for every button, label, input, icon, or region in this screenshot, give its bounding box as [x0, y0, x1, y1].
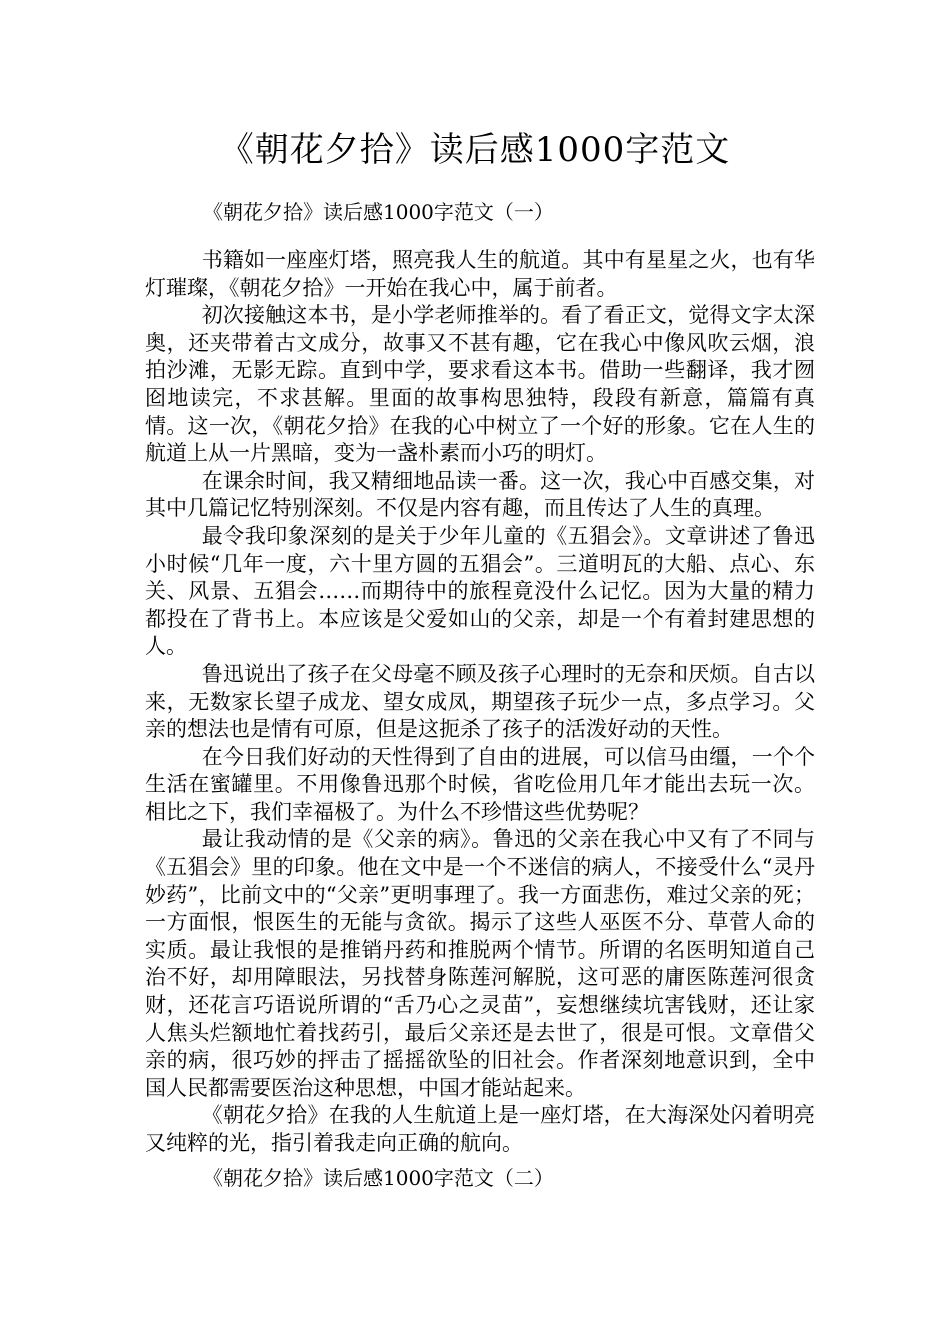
paragraph: 在今日我们好动的天性得到了自由的进展，可以信马由缰，一个个生活在蜜罐里。不用像鲁迅那个时候，省吃俭用几年才能出去玩一次。相比之下，我们幸福极了。为什么不珍惜这些优势呢？	[145, 744, 815, 824]
paragraph: 鲁迅说出了孩子在父母毫不顾及孩子心理时的无奈和厌烦。自古以来，无数家长望子成龙、望女成凤，期望孩子玩少一点，多点学习。父亲的想法也是情有可原，但是这扼杀了孩子的活泼好动的天性。	[145, 661, 815, 742]
paragraph: 最令我印象深刻的是关于少年儿童的《五猖会》。文章讲述了鲁迅小时候“几年一度，六十里方圆的五猖会”。三道明瓦的大船、点心、东关、风景、五猖会……而期待中的旅程竟没什么记忆。因为大量的精力都投在了背书上。本应该是父爱如山的父亲，却是一个有着封建思想的人。	[145, 523, 815, 659]
paragraph: 在课余时间，我又精细地品读一番。这一次，我心中百感交集，对其中几篇记忆特别深刻。不仅是内容有趣，而且传达了人生的真理。	[145, 468, 815, 521]
essay-body	[145, 247, 815, 1158]
paragraph: 书籍如一座座灯塔，照亮我人生的航道。其中有星星之火，也有华灯璀璨，《朝花夕拾》一开始在我心中，属于前者。	[145, 248, 815, 300]
document-title: 《朝花夕拾》读后感1000字范文	[219, 130, 731, 170]
section-heading-2: 《朝花夕拾》读后感1000字范文（二）	[203, 1166, 554, 1190]
section-heading-1: 《朝花夕拾》读后感1000字范文（一）	[203, 200, 554, 224]
paragraph: 最让我动情的是《父亲的病》。鲁迅的父亲在我心中又有了不同与《五猖会》里的印象。他在文中是一个不迷信的病人，不接受什么“灵丹妙药”，比前文中的“父亲”更明事理了。我一方面悲伤，难过父亲的死；一方面恨，恨医生的无能与贪欲。揭示了这些人巫医不分、草菅人命的实质。最让我恨的是推销丹药和推脱两个情节。所谓的名医明知道自己治不好，却用障眼法，另找替身陈莲河解脱，这可恶的庸医陈莲河很贪财，还花言巧语说所谓的“舌乃心之灵苗”，妄想继续坑害钱财，还让家人焦头烂额地忙着找药引，最后父亲还是去世了，很是可恨。文章借父亲的病，很巧妙的抨击了摇摇欲坠的旧社会。作者深刻地意识到，全中国人民都需要医治这种思想，中国才能站起来。	[145, 827, 815, 1100]
paragraph: 《朝花夕拾》在我的人生航道上是一座灯塔，在大海深处闪着明亮又纯粹的光，指引着我走向正确的航向。	[145, 1103, 815, 1155]
paragraph: 初次接触这本书，是小学老师推举的。看了看正文，觉得文字太深奥，还夹带着古文成分，故事又不甚有趣，它在我心中像风吹云烟，浪拍沙滩，无影无踪。直到中学，要求看这本书。借助一些翻译，我才囫囵地读完，不求甚解。里面的故事构思独特，段段有新意，篇篇有真情。这一次，《朝花夕拾》在我的心中树立了一个好的形象。它在人生的航道上从一片黑暗，变为一盏朴素而小巧的明灯。	[145, 303, 815, 466]
